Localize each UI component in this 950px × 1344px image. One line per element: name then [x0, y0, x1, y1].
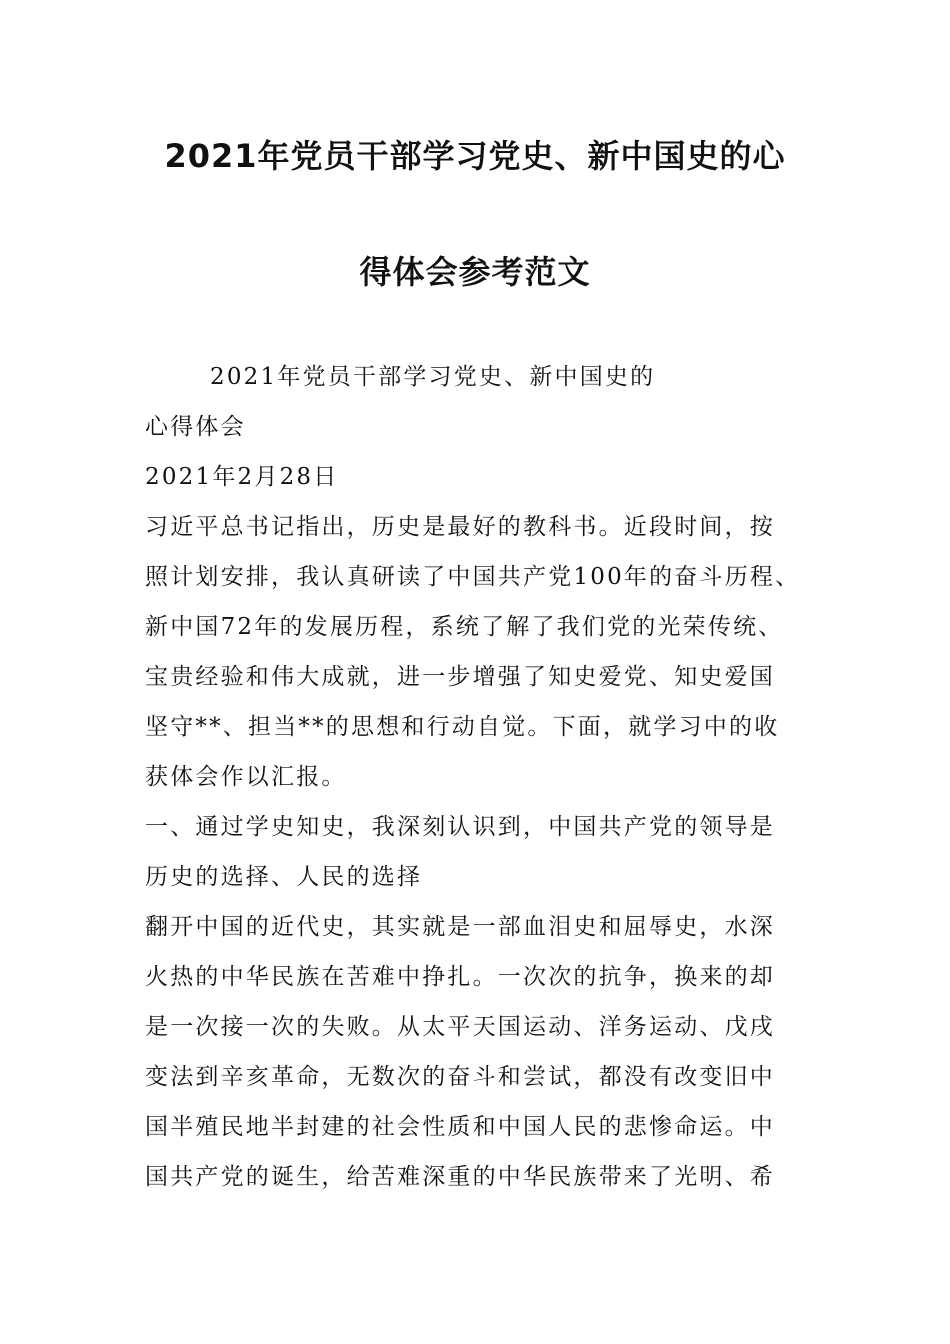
paragraph-line: 火热的中华民族在苦难中挣扎。一次次的抗争，换来的却 [145, 964, 775, 990]
paragraph-line: 宝贵经验和伟大成就，进一步增强了知史爱党、知史爱国 [145, 664, 775, 690]
paragraph-line: 变法到辛亥革命，无数次的奋斗和尝试，都没有改变旧中 [145, 1064, 775, 1090]
paragraph-line: 习近平总书记指出，历史是最好的教科书。近段时间，按 [145, 514, 775, 540]
paragraph-line: 国共产党的诞生，给苦难深重的中华民族带来了光明、希 [145, 1164, 775, 1190]
paragraph-line: 照计划安排，我认真研读了中国共产党100年的奋斗历程、 [145, 564, 801, 590]
paragraph-line: 获体会作以汇报。 [145, 764, 347, 790]
document-title-line-1: 2021年党员干部学习党史、新中国史的心 [164, 137, 786, 175]
date-line: 2021年2月28日 [145, 464, 339, 490]
subtitle-line-2: 心得体会 [145, 414, 246, 440]
subtitle-line-1: 2021年党员干部学习党史、新中国史的 [210, 364, 656, 390]
document-title-line-2: 得体会参考范文 [359, 253, 591, 291]
section-heading-line: 一、通过学史知史，我深刻认识到，中国共产党的领导是 [145, 814, 775, 840]
paragraph-line: 国半殖民地半封建的社会性质和中国人民的悲惨命运。中 [145, 1114, 775, 1140]
section-heading-line: 历史的选择、人民的选择 [145, 864, 423, 890]
paragraph-line: 翻开中国的近代史，其实就是一部血泪史和屈辱史，水深 [145, 914, 775, 940]
paragraph-line: 坚守**、担当**的思想和行动自觉。下面，就学习中的收 [145, 714, 780, 740]
paragraph-line: 新中国72年的发展历程，系统了解了我们党的光荣传统、 [145, 614, 784, 640]
paragraph-line: 是一次接一次的失败。从太平天国运动、洋务运动、戊戌 [145, 1014, 775, 1040]
